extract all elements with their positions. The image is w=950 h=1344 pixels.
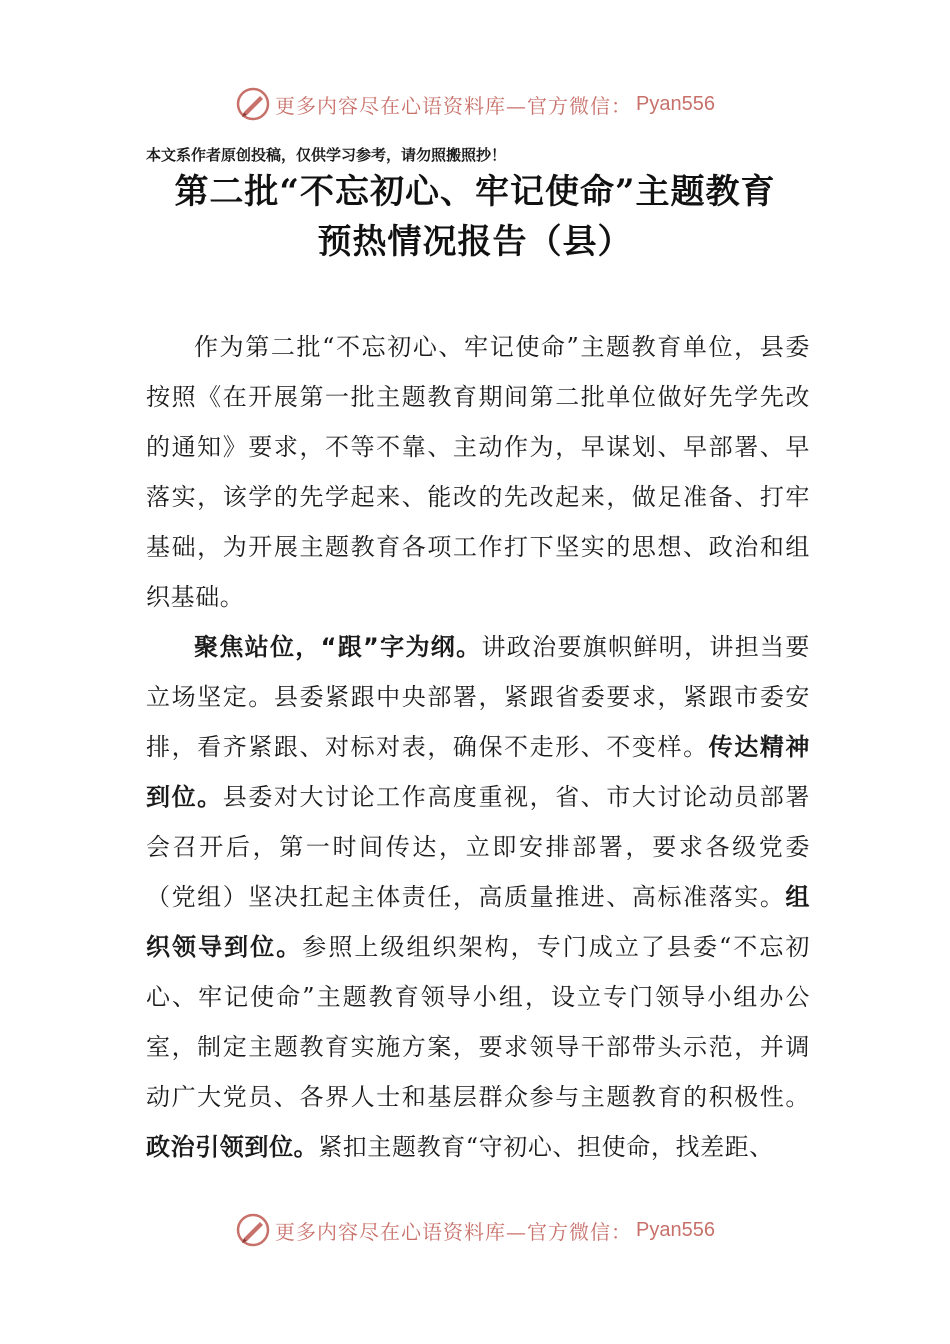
section-heading: 聚焦站位，“跟”字为纲。: [194, 633, 482, 661]
paragraph-text: 讲政治要旗帜鲜明，讲担当要立场坚定。县委紧跟中央部署，紧跟省委要求，紧跟市委安排，看齐紧跟、对标对表，确保不走形、不变样。: [146, 633, 810, 761]
pen-logo-icon: [235, 1212, 271, 1248]
watermark-text: 更多内容尽在心语资料库—官方微信：: [275, 1219, 633, 1244]
document-body: [146, 322, 810, 1172]
copyright-notice: 本文系作者原创投稿，仅供学习参考，请勿照搬照抄！: [146, 146, 507, 164]
watermark-wechat-id: Pyan556: [636, 92, 715, 115]
paragraph-text: 县委对大讨论工作高度重视，省、市大讨论动员部署会召开后，第一时间传达，立即安排部署，要求各级党委（党组）坚决扛起主体责任，高质量推进、高标准落实。: [146, 783, 810, 911]
watermark-text: 更多内容尽在心语资料库—官方微信：: [275, 93, 633, 118]
footer-watermark: [0, 1210, 950, 1250]
document-title-line-1: 第二批“不忘初心、牢记使命”主题教育: [174, 172, 776, 212]
section-heading: 传达精神到位。: [146, 733, 810, 811]
paragraph-text: 紧扣主题教育“守初心、担使命，找差距、: [318, 1133, 774, 1161]
header-watermark: [0, 84, 950, 124]
paragraph-intro: 作为第二批“不忘初心、牢记使命”主题教育单位，县委按照《在开展第一批主题教育期间第二批单位做好先学先改的通知》要求，不等不靠、主动作为，早谋划、早部署、早落实，该学的先学起来、能改的先改起来，做足准备、打牢基础，为开展主题教育各项工作打下坚实的思想、政治和组织基础。: [146, 333, 810, 611]
section-heading: 组织领导到位。: [146, 883, 810, 961]
section-heading: 政治引领到位。: [146, 1133, 319, 1161]
watermark-wechat-id: Pyan556: [636, 1218, 715, 1241]
paragraph-text: 参照上级组织架构，专门成立了县委“不忘初心、牢记使命”主题教育领导小组，设立专门领导小组办公室，制定主题教育实施方案，要求领导干部带头示范，并调动广大党员、各界人士和基层群众参与主题教育的积极性。: [146, 933, 810, 1111]
pen-logo-icon: [235, 86, 271, 122]
document-title-line-2: 预热情况报告（县）: [317, 222, 633, 262]
paragraph-focus: [146, 622, 810, 1172]
